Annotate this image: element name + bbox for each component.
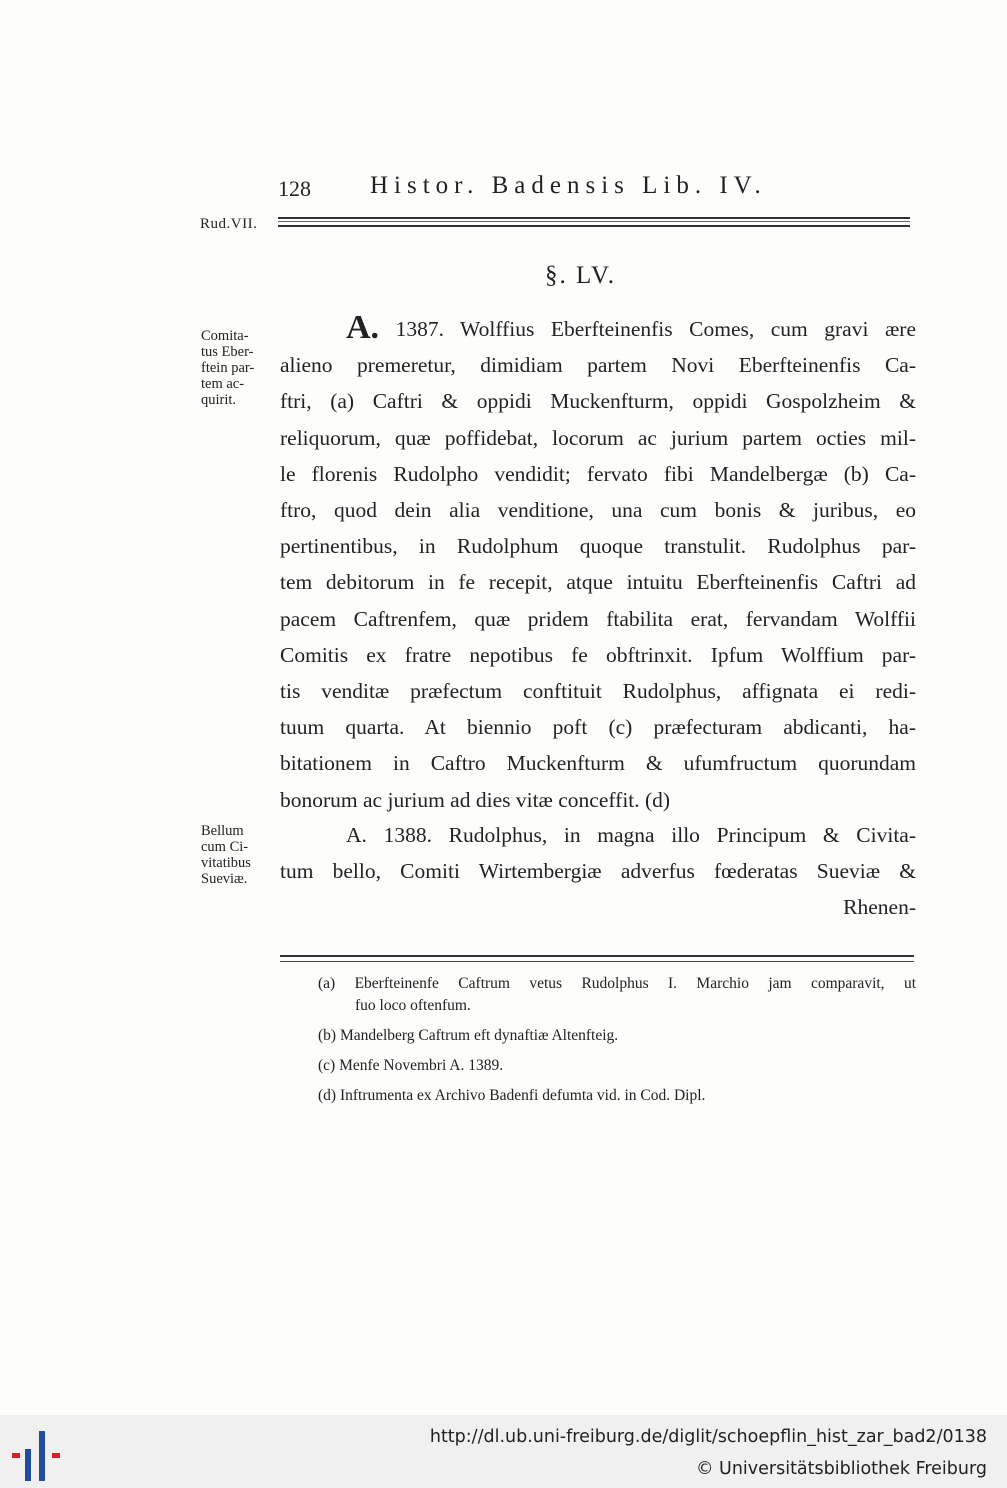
reign-label: Rud.VII. bbox=[200, 216, 258, 232]
paragraph-1 bbox=[280, 310, 916, 818]
catchword: Rhenen- bbox=[843, 895, 916, 920]
footnote-d bbox=[318, 1085, 916, 1107]
paragraph-line: reliquorum, quæ poffidebat, locorum ac jurium partem octies mil- bbox=[280, 425, 916, 450]
logo-bar bbox=[12, 1453, 20, 1458]
footnote-c bbox=[318, 1055, 916, 1077]
paragraph-line: bonorum ac jurium ad dies vitæ conceffit. (d) bbox=[280, 787, 671, 812]
paragraph-line: tem debitorum in fe recepit, atque intuitu Eberfteinenfis Caftri ad bbox=[280, 570, 916, 595]
copyright-notice: © Universitätsbibliothek Freiburg bbox=[695, 1459, 987, 1479]
paragraph-line: tuum quarta. At biennio poft (c) præfecturam abdicanti, ha- bbox=[280, 715, 916, 740]
footnote-line: fuo loco oftenfum. bbox=[355, 997, 471, 1014]
paragraph-line: pacem Caftrenfem, quæ pridem ftabilita erat, fervandam Wolffii bbox=[280, 606, 916, 631]
running-head bbox=[278, 172, 918, 204]
paragraph-line: tis venditæ præfectum conftituit Rudolphus, affignata ei redi- bbox=[280, 679, 916, 704]
footnotes bbox=[318, 973, 916, 1115]
marginal-note-2 bbox=[201, 823, 275, 887]
section-heading: §. LV. bbox=[545, 262, 617, 289]
footnote-rule bbox=[280, 955, 914, 962]
footnote-line: (d) Inftrumenta ex Archivo Badenfi defumta vid. in Cod. Dipl. bbox=[318, 1087, 706, 1104]
viewer-footer-bar bbox=[0, 1415, 1007, 1488]
footnote-b bbox=[318, 1025, 916, 1047]
marginal-line: quirit. bbox=[201, 392, 237, 408]
marginal-line: Bellum bbox=[201, 823, 244, 839]
paragraph-line: pertinentibus, in Rudolphum quoque transtulit. Rudolphus par- bbox=[280, 534, 916, 559]
marginal-line: vitatibus bbox=[201, 855, 251, 871]
paragraph-line: Comitis ex fratre nepotibus fe obftrinxit. Ipfum Wolffium par- bbox=[280, 642, 916, 667]
paragraph-2 bbox=[280, 817, 916, 926]
paragraph-line: A. 1388. Rudolphus, in magna illo Principum & Civita- bbox=[346, 823, 916, 847]
footnote-line: (c) Menfe Novembri A. 1389. bbox=[318, 1057, 504, 1074]
paragraph-line: bitationem in Caftro Muckenfturm & ufumfructum quorundam bbox=[280, 751, 916, 776]
drop-cap: A. bbox=[346, 309, 380, 346]
footnote-a bbox=[318, 973, 916, 1017]
paragraph-line: ftro, quod dein alia venditione, una cum bonis & juribus, eo bbox=[280, 498, 916, 523]
paragraph-line: ftri, (a) Caftri & oppidi Muckenfturm, oppidi Gospolzheim & bbox=[280, 389, 916, 414]
marginal-line: tem ac- bbox=[201, 376, 245, 392]
paragraph-line: tum bello, Comiti Wirtembergiæ adverfus fœderatas Sueviæ & bbox=[280, 859, 916, 884]
footnote-line: (b) Mandelberg Caftrum eft dynaftiæ Altenfteig. bbox=[318, 1027, 619, 1044]
permalink-url[interactable]: http://dl.ub.uni-freiburg.de/diglit/schoepflin_hist_zar_bad2/0138 bbox=[429, 1427, 987, 1447]
line-text: 1387. Wolffius Eberfteinenfis Comes, cum gravi ære bbox=[379, 317, 916, 341]
marginal-line: cum Ci- bbox=[201, 839, 249, 855]
logo-bar bbox=[52, 1453, 60, 1458]
library-logo-icon bbox=[8, 1427, 64, 1481]
paragraph-line bbox=[280, 310, 916, 347]
header-rule bbox=[278, 217, 910, 227]
logo-bar bbox=[39, 1431, 45, 1481]
paragraph-line: alieno premeretur, dimidiam partem Novi Eberfteinenfis Ca- bbox=[280, 353, 916, 378]
footnote-line: (a) Eberfteinenfe Caftrum vetus Rudolphus I. Marchio jam comparavit, ut bbox=[318, 975, 916, 992]
marginal-line: Sueviæ. bbox=[201, 871, 248, 887]
marginal-line: ftein par- bbox=[201, 360, 255, 376]
marginal-note-1 bbox=[201, 328, 275, 408]
marginal-line: Comita- bbox=[201, 328, 249, 344]
marginal-line: tus Eber- bbox=[201, 344, 254, 360]
running-title: Histor. Badensis Lib. IV. bbox=[370, 172, 767, 199]
paragraph-line: le florenis Rudolpho vendidit; fervato fibi Mandelbergæ (b) Ca- bbox=[280, 461, 916, 486]
logo-bar bbox=[25, 1449, 31, 1481]
page-number: 128 bbox=[278, 176, 311, 201]
